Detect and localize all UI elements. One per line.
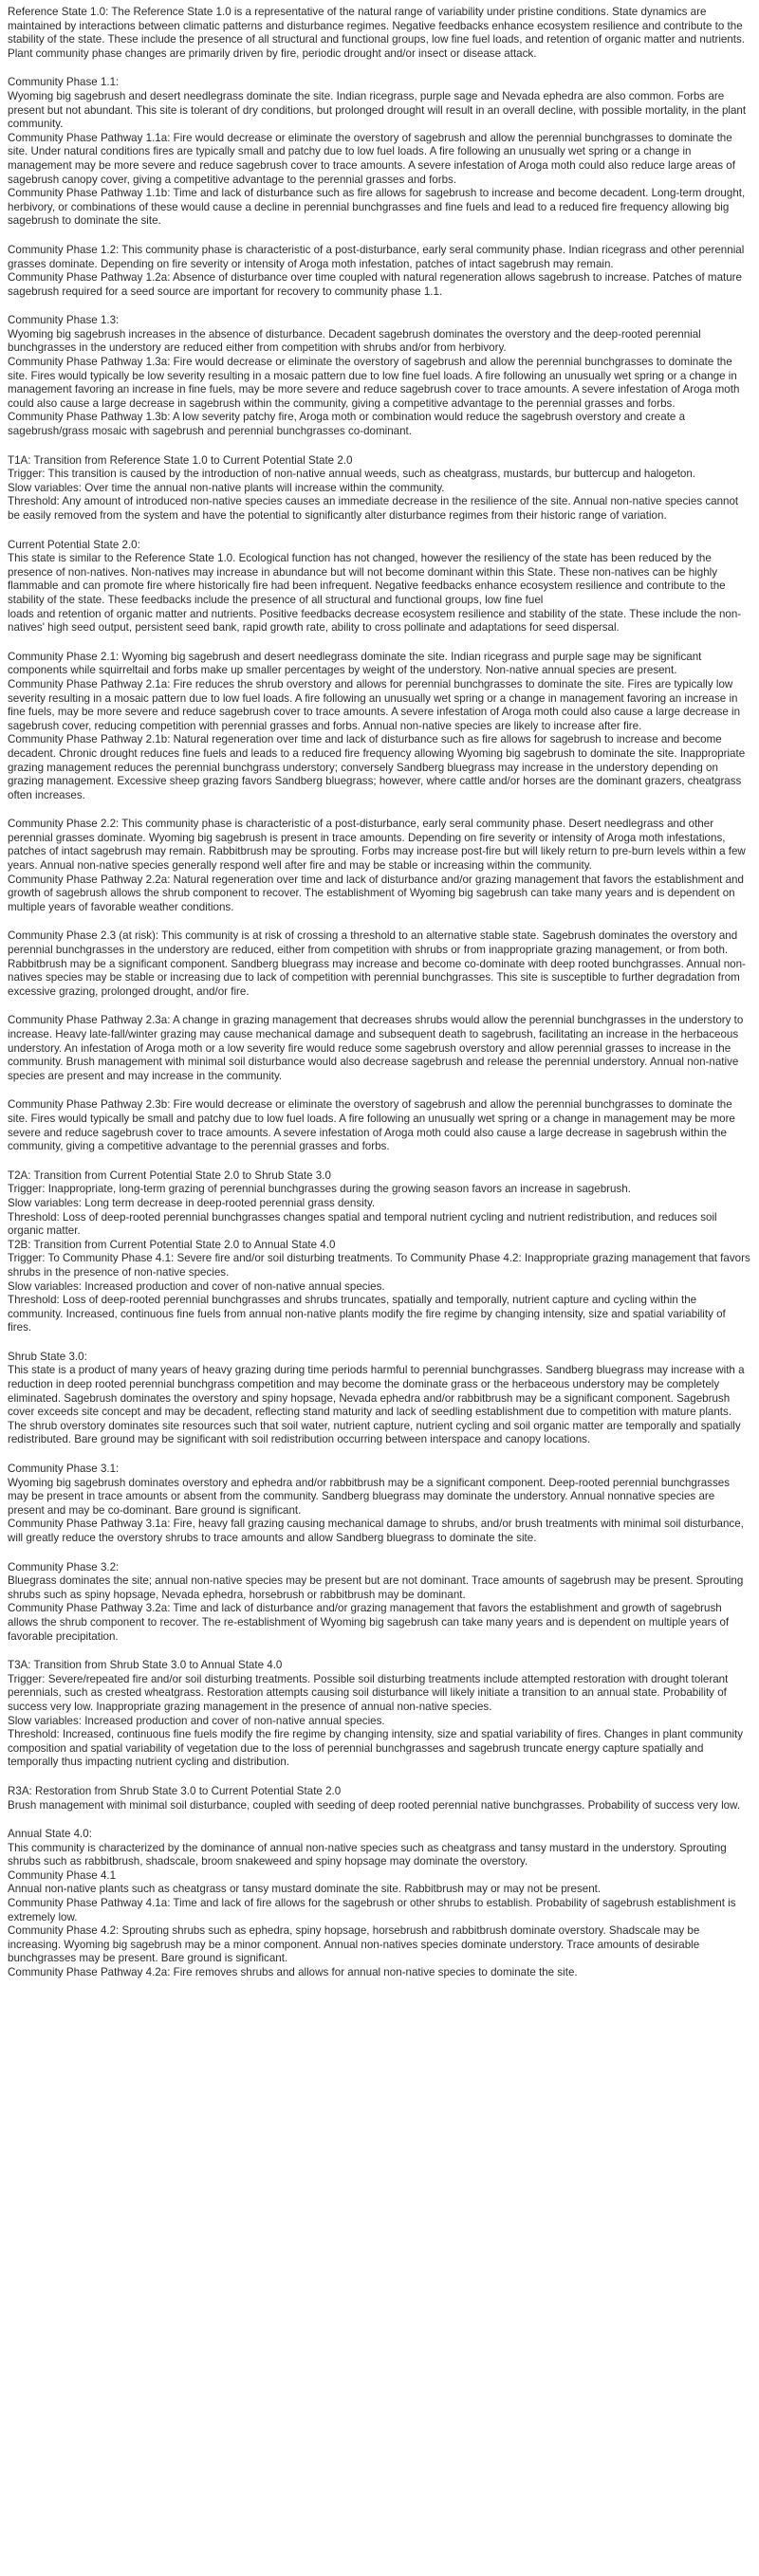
section-pathway-2-3a	[8, 1014, 751, 1083]
paragraph: Community Phase Pathway 2.3a: A change in grazing management that decreases shrubs would allow the perennial bunchgrasses in the understory to increase. Heavy late-fall/winter grazing may cause mechanical damage and subsequent death to sagebrush, facilitating an increase in the herbaceous understory. An infestation of Aroga moth or a low severity fire would reduce some sagebrush overstory and allow perennial grasses to increase in the community. Brush management with minimal soil disturbance would also decrease sagebrush and release the perennial understory. Annual non-native species are present and may increase in the community.	[8, 1014, 744, 1082]
section-community-phase-1-1	[8, 76, 751, 229]
paragraph-heading: Community Phase 1.1:	[8, 76, 120, 89]
paragraph: Community Phase 2.2: This community phase is characteristic of a post-disturbance, early seral community phase. Desert needlegrass and other perennial grasses dominate. Wyoming big sagebrush is present in trace amounts. Depending on fire severity or intensity of Aroga moth infestations, patches of intact sagebrush may remain. Rabbitbrush may be sprouting. Forbs may increase post-fire but will likely return to pre-burn levels within a few years. Annual non-native species generally respond well after fire and may be stable or increasing within the community.	[8, 818, 746, 873]
paragraph: Community Phase Pathway 2.3b: Fire would decrease or eliminate the overstory of sagebrush and allow the perennial bunchgrasses to dominate the site. Fires would typically be small and patchy due to low fuel loads. A fire following an unusually wet spring or a change in management may be more severe and reduce sagebrush cover to trace amounts. A severe infestation of Aroga moth could also cause a large decrease in sagebrush within the community, giving a competitive advantage to the perennial grasses and forbs.	[8, 1098, 735, 1153]
paragraph: This community is characterized by the dominance of annual non-native species such as cheatgrass and tansy mustard in the understory. Sprouting shrubs such as rabbitbrush, shadscale, broom snakeweed and spiny hopsage may dominate the overstory.	[8, 1841, 727, 1868]
paragraph: Wyoming big sagebrush increases in the absence of disturbance. Decadent sagebrush dominates the overstory and the deep-rooted perennial bunchgrasses in the understory are reduced either from competition with shrubs and/or from herbivory.	[8, 327, 701, 355]
paragraph-heading: Community Phase 3.1:	[8, 1463, 120, 1476]
section-community-phase-2-2	[8, 818, 751, 914]
section-transition-t3a	[8, 1659, 751, 1770]
paragraph: Brush management with minimal soil disturbance, coupled with seeding of deep rooted perennial native bunchgrasses. Probability of success very low.	[8, 1798, 741, 1812]
paragraph: This state is a product of many years of heavy grazing during time periods harmful to perennial bunchgrasses. Sandberg bluegrass may increase with a reduction in deep rooted perennial bunchgrass competition and may become the dominate grass or the herbaceous understory may be completely eliminated. Sagebrush dominates the overstory and spiny hopsage, Nevada ephedra and/or rabbitbrush may be a significant component. Sagebrush cover exceeds site concept and may be decadent, reflecting stand maturity and lack of seedling establishment due to competition with mature plants. The shrub overstory dominates site resources such that soil water, nutrient capture, nutrient cycling and soil organic matter are temporally and spatially redistributed. Bare ground may be significant with soil redistribution occurring between interspace and canopy locations.	[8, 1364, 745, 1446]
section-community-phase-1-3	[8, 314, 751, 438]
paragraph: Bluegrass dominates the site; annual non-native species may be present but are not dominant. Trace amounts of sagebrush may be present. Sprouting shrubs such as spiny hopsage, Nevada ephedra, horsebrush or rabbitbrush may be dominant.	[8, 1574, 744, 1601]
paragraph: Threshold: Loss of deep-rooted perennial bunchgrasses changes spatial and temporal nutrient cycling and nutrient redistribution, and reduces soil organic matter.	[8, 1210, 717, 1238]
paragraph: Community Phase Pathway 1.3a: Fire would decrease or eliminate the overstory of sagebrush and allow the perennial bunchgrasses to dominate the site. Fires would typically be low severity resulting in a mosaic pattern due to low fine fuel loads. A fire following an unusually wet spring or a change in management favoring an increase in fine fuels, may be more severe and reduce sagebrush cover to trace amounts. A severe infestation of Aroga moth could also cause a large decrease in sagebrush within the community, giving a competitive advantage to the perennial grasses and forbs.	[8, 356, 740, 410]
paragraph-heading: R3A: Restoration from Shrub State 3.0 to Current Potential State 2.0	[8, 1784, 342, 1797]
section-community-phase-3-1	[8, 1463, 751, 1546]
section-community-phase-1-2	[8, 244, 751, 299]
paragraph: Community Phase Pathway 1.2a: Absence of disturbance over time coupled with natural regeneration allows sagebrush to increase. Patches of mature sagebrush required for a seed source are important for recovery to community phase 1.1.	[8, 271, 742, 298]
section-shrub-state	[8, 1351, 751, 1447]
paragraph: Slow variables: Increased production and cover of non-native annual species.	[8, 1714, 385, 1727]
paragraph-heading: Annual State 4.0:	[8, 1828, 92, 1841]
section-community-phase-2-1	[8, 651, 751, 803]
paragraph: Slow variables: Increased production and cover of non-native annual species.	[8, 1279, 385, 1293]
paragraph: Community Phase 1.2: This community phase is characteristic of a post-disturbance, early seral community phase. Indian ricegrass and other perennial grasses dominate. Depending on fire severity or intensity of Aroga moth infestation, patches of intact sagebrush may remain.	[8, 243, 745, 270]
section-reference-state	[8, 6, 751, 61]
paragraph: Trigger: To Community Phase 4.1: Severe fire and/or soil disturbing treatments. To Community Phase 4.2: Inappropriate grazing management that favors shrubs in the presence of non-native species.	[8, 1252, 750, 1279]
paragraph: Wyoming big sagebrush dominates overstory and ephedra and/or rabbitbrush may be a significant component. Deep-rooted perennial bunchgrasses may be present in trace amounts or absent from the community. Sandberg bluegrass may dominate the understory. Annual nonnative species are present and may be co-dominant. Bare ground is significant.	[8, 1476, 731, 1517]
paragraph: Community Phase 2.3 (at risk): This community is at risk of crossing a threshold to an alternative stable state. Sagebrush dominates the overstory and perennial bunchgrasses in the understory are reduced, either from competition with shrubs or from inappropriate grazing management, or from both. Rabbitbrush may be a significant component. Sandberg bluegrass may increase and become co-dominate with deep rooted bunchgrasses. Annual non-natives species may be stable or increasing due to lack of competition with perennial bunchgrasses. This site is susceptible to further degradation from excessive grazing, prolonged drought, and/or fire.	[8, 929, 746, 998]
paragraph-heading: Community Phase 3.2:	[8, 1560, 120, 1573]
paragraph-heading: T1A: Transition from Reference State 1.0 to Current Potential State 2.0	[8, 453, 353, 467]
paragraph: Threshold: Loss of deep-rooted perennial bunchgrasses and shrubs truncates, spatially and temporally, nutrient capture and cycling within the community. Increased, continuous fine fuels from annual non-native plants modify the fire regime by changing intensity, size and spatial variability of fires.	[8, 1294, 726, 1334]
paragraph: Trigger: Inappropriate, long-term grazing of perennial bunchgrasses during the growing season favors an increase in sagebrush.	[8, 1183, 631, 1196]
paragraph: Community Phase Pathway 3.2a: Time and lack of disturbance and/or grazing management that favors the establishment and growth of sagebrush allows the shrub component to recover. The re-establishment of Wyoming big sagebrush can take many years and is dependent on multiple years of favorable precipitation.	[8, 1602, 730, 1643]
paragraph-heading: Community Phase 4.1	[8, 1868, 117, 1882]
paragraph: Community Phase Pathway 1.3b: A low severity patchy fire, Aroga moth or combination would reduce the sagebrush overstory and create a sagebrush/grass mosaic with sagebrush and perennial bunchgrasses co-dominant.	[8, 411, 686, 438]
section-current-potential-state	[8, 539, 751, 635]
paragraph: Trigger: This transition is caused by the introduction of non-native annual weeds, such as cheatgrass, mustards, bur buttercup and halogeton.	[8, 468, 696, 481]
paragraph: Community Phase 4.2: Sprouting shrubs such as ephedra, spiny hopsage, horsebrush and rabbitbrush dominate overstory. Shadscale may be increasing. Wyoming big sagebrush may be a minor component. Annual non-natives species dominate understory. Trace amounts of desirable bunchgrasses may be present. Bare ground is significant.	[8, 1924, 700, 1965]
paragraph: Community Phase Pathway 1.1a: Fire would decrease or eliminate the overstory of sagebrush and allow the perennial bunchgrasses to dominate the site. Under natural conditions fires are typically small and patchy due to low fuel loads. A fire following an unusually wet spring or a change in management may be more severe and reduce sagebrush cover to trace amounts. A severe infestation of Aroga moth could also reduce large areas of sagebrush canopy cover, giving a competitive advantage to the perennial grasses and forbs.	[8, 131, 735, 186]
paragraph: Community Phase Pathway 2.1a: Fire reduces the shrub overstory and allows for perennial bunchgrasses to dominate the site. Fires are typically low severity resulting in a mosaic pattern due to low fuel loads. A fire following an unusually wet spring or a change in management favoring an increase in fine fuels, may be more severe and reduce sagebrush cover to trace amounts. A severe infestation of Aroga moth could also cause a large decrease in sagebrush cover, reducing competition with perennial grasses and forbs. Annual non-native species are likely to increase after fire.	[8, 677, 741, 732]
paragraph: Community Phase Pathway 2.1b: Natural regeneration over time and lack of disturbance such as fire allows for sagebrush to increase and become decadent. Chronic drought reduces fine fuels and leads to a reduced fire frequency allowing Wyoming big sagebrush to dominate the site. Inappropriate grazing management reduces the perennial bunchgrass understory; conversely Sandberg bluegrass may increase in the understory depending on grazing management. Excessive sheep grazing favors Sandberg bluegrass; however, where cattle and/or horses are the dominant grazers, cheatgrass often increases.	[8, 733, 746, 801]
section-pathway-2-3b	[8, 1098, 751, 1153]
paragraph-heading: Community Phase 1.3:	[8, 314, 120, 327]
paragraph: Community Phase Pathway 4.1a: Time and lack of fire allows for the sagebrush or other shrubs to establish. Probability of sagebrush establishment is extremely low.	[8, 1897, 736, 1923]
paragraph: Community Phase Pathway 1.1b: Time and lack of disturbance such as fire allows for sagebrush to increase and become decadent. Long-term drought, herbivory, or combinations of these would cause a decline in perennial bunchgrasses and fine fuels and lead to a reduced fire frequency allowing big sagebrush to dominate the site.	[8, 187, 746, 228]
paragraph: Slow variables: Long term decrease in deep-rooted perennial grass density.	[8, 1196, 376, 1209]
paragraph-heading: T3A: Transition from Shrub State 3.0 to Annual State 4.0	[8, 1659, 283, 1672]
paragraph: Annual non-native plants such as cheatgrass or tansy mustard dominate the site. Rabbitbrush may or may not be present.	[8, 1883, 602, 1896]
paragraph: Slow variables: Over time the annual non-native plants will increase within the community.	[8, 481, 445, 494]
paragraph-heading: T2B: Transition from Current Potential State 2.0 to Annual State 4.0	[8, 1238, 336, 1251]
paragraph: Threshold: Increased, continuous fine fuels modify the fire regime by changing intensity, size and spatial variability of fires. Changes in plant community composition and spatial variability of vegetation due to the loss of perennial bunchgrasses and sagebrush truncate energy capture spatially and temporally thus impacting nutrient cycling and distribution.	[8, 1728, 744, 1769]
paragraph: loads and retention of organic matter and nutrients. Positive feedbacks decrease ecosystem resilience and stability of the state. These include the non-natives' high seed output, persistent seed bank, rapid growth rate, ability to cross pollinate and adaptations for seed dispersal.	[8, 607, 742, 635]
paragraph: Threshold: Any amount of introduced non-native species causes an immediate decrease in the resilience of the site. Annual non-native species cannot be easily removed from the system and have the potential to significantly alter disturbance regimes from their historic range of variation.	[8, 495, 739, 522]
section-transitions-t2a-t2b	[8, 1169, 751, 1335]
paragraph: This state is similar to the Reference State 1.0. Ecological function has not changed, however the resiliency of the state has been reduced by the presence of non-natives. Non-natives may increase in abundance but will not become dominant within this State. These non-natives can be highly flammable and can promote fire where historically fire had been infrequent. Negative feedbacks enhance ecosystem resilience and contribute to the stability of the state. These feedbacks include the presence of all structural and functional groups, low fine fuel	[8, 552, 726, 606]
paragraph: Reference State 1.0: The Reference State 1.0 is a representative of the natural range of variability under pristine conditions. State dynamics are maintained by interactions between climatic patterns and disturbance regimes. Negative feedbacks enhance ecosystem resilience and contribute to the stability of the state. These include the presence of all structural and functional groups, low fine fuel loads, and retention of organic matter and nutrients. Plant community phase changes are primarily driven by fire, periodic drought and/or insect or disease attack.	[8, 6, 746, 60]
section-transition-t1a	[8, 454, 751, 524]
paragraph: Community Phase 2.1: Wyoming big sagebrush and desert needlegrass dominate the site. Indian ricegrass and purple sage may be significant components while squirreltail and forbs make up smaller percentages by weight of the understory. Non-native annual species are present.	[8, 650, 702, 677]
paragraph-heading: Current Potential State 2.0:	[8, 538, 140, 551]
paragraph: Community Phase Pathway 4.2a: Fire removes shrubs and allows for annual non-native species to dominate the site.	[8, 1966, 578, 1979]
paragraph: Community Phase Pathway 3.1a: Fire, heavy fall grazing causing mechanical damage to shrubs, and/or brush treatments with minimal soil disturbance, will greatly reduce the overstory shrubs to trace amounts and allow Sandberg bluegrass to dominate the site.	[8, 1518, 744, 1544]
paragraph: Wyoming big sagebrush and desert needlegrass dominate the site. Indian ricegrass, purple sage and Nevada ephedra are also common. Forbs are present but not abundant. This site is tolerant of dry conditions, but prolonged drought will result in an overall decline, with possible mortality, in the plant community.	[8, 89, 747, 131]
section-restoration-r3a	[8, 1785, 751, 1812]
section-annual-state	[8, 1828, 751, 1980]
paragraph-heading: Shrub State 3.0:	[8, 1350, 87, 1363]
paragraph-heading: T2A: Transition from Current Potential State 2.0 to Shrub State 3.0	[8, 1168, 331, 1182]
section-community-phase-3-2	[8, 1561, 751, 1645]
section-community-phase-2-3	[8, 929, 751, 999]
paragraph: Trigger: Severe/repeated fire and/or soil disturbing treatments. Possible soil disturbing treatments include attempted restoration with drought tolerant perennials, such as crested wheatgrass. Restoration attempts causing soil disturbance will likely initiate a transition to an annual state. Probability of success very low. Inappropriate grazing management in the presence of annual non-native species.	[8, 1672, 729, 1713]
paragraph: Community Phase Pathway 2.2a: Natural regeneration over time and lack of disturbance and/or grazing management that favors the establishment and growth of sagebrush allows the shrub component to recover. The establishment of Wyoming big sagebrush can take many years and is dependent on multiple years of favorable weather conditions.	[8, 873, 744, 913]
